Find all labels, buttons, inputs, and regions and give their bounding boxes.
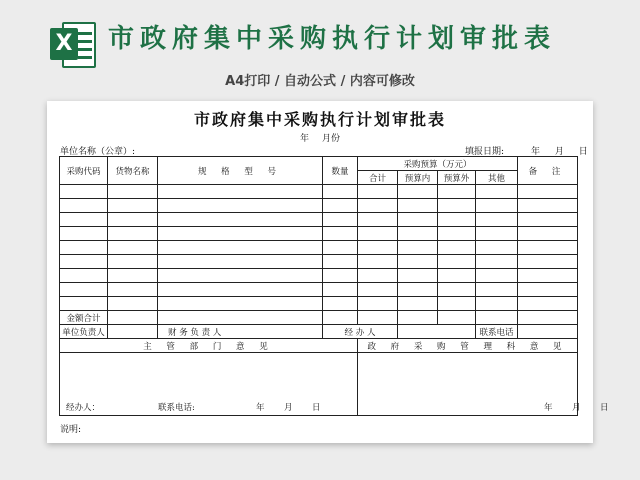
cell-spec[interactable] — [158, 185, 323, 199]
cell-spec[interactable] — [158, 241, 323, 255]
cell-qty[interactable] — [323, 213, 358, 227]
header-total: 合计 — [358, 171, 398, 185]
banner-title: 市政府集中采购执行计划审批表 — [108, 24, 557, 54]
header-name: 货物名称 — [108, 157, 158, 185]
cell-total[interactable] — [358, 185, 398, 199]
cell-in-budget[interactable] — [398, 255, 438, 269]
cell-qty[interactable] — [323, 297, 358, 311]
unit-head-value[interactable] — [108, 325, 158, 339]
fill-date-month: 月 — [554, 147, 564, 157]
cell-code[interactable] — [60, 213, 108, 227]
cell-code[interactable] — [60, 199, 108, 213]
opinion-right-header: 政 府 采 购 管 理 科 意 见 — [358, 339, 578, 353]
handler-label: 经 办 人 — [323, 325, 398, 339]
cell-remark[interactable] — [518, 185, 578, 199]
opinion-left-day: 日 — [312, 403, 321, 413]
cell-in-budget[interactable] — [398, 213, 438, 227]
cell-remark[interactable] — [518, 227, 578, 241]
cell-total[interactable] — [358, 241, 398, 255]
form-period — [47, 131, 593, 144]
cell-qty[interactable] — [323, 241, 358, 255]
cell-other[interactable] — [476, 227, 518, 241]
opinion-phone-label: 联系电话: — [158, 403, 195, 413]
table-row — [60, 241, 578, 255]
table-row — [60, 255, 578, 269]
sign-row — [60, 325, 578, 339]
opinion-left-box[interactable] — [60, 353, 358, 416]
cell-other[interactable] — [476, 213, 518, 227]
cell-name[interactable] — [108, 241, 158, 255]
cell-in-budget[interactable] — [398, 227, 438, 241]
cell-remark[interactable] — [518, 283, 578, 297]
excel-icon — [48, 20, 98, 70]
cell-in-budget[interactable] — [398, 269, 438, 283]
cell-other[interactable] — [476, 255, 518, 269]
form-sheet — [47, 101, 609, 443]
cell-spec[interactable] — [158, 269, 323, 283]
cell-code[interactable] — [60, 269, 108, 283]
opinion-left-year: 年 — [256, 403, 265, 413]
cell-total[interactable] — [358, 311, 398, 325]
table-row — [60, 227, 578, 241]
cell-other[interactable] — [476, 199, 518, 213]
cell-out-budget[interactable] — [438, 297, 476, 311]
approval-table — [59, 156, 609, 416]
cell-remark[interactable] — [518, 241, 578, 255]
cell-qty[interactable] — [323, 255, 358, 269]
cell-remark[interactable] — [518, 213, 578, 227]
cell-spec[interactable] — [158, 283, 323, 297]
note-label: 说明: — [60, 425, 82, 435]
opinion-header-row — [60, 339, 578, 353]
cell-qty[interactable] — [323, 185, 358, 199]
cell-in-budget[interactable] — [398, 185, 438, 199]
cell-spec[interactable] — [158, 213, 323, 227]
cell-spec[interactable] — [158, 199, 323, 213]
cell-out-budget[interactable] — [438, 199, 476, 213]
table-row — [60, 213, 578, 227]
cell-code[interactable] — [60, 255, 108, 269]
cell-name[interactable] — [108, 227, 158, 241]
table-row — [60, 283, 578, 297]
cell-spec[interactable] — [158, 311, 323, 325]
cell-remark[interactable] — [518, 269, 578, 283]
cell-code[interactable] — [60, 185, 108, 199]
table-row — [60, 185, 578, 199]
cell-qty[interactable] — [323, 269, 358, 283]
header-qty: 数量 — [323, 157, 358, 185]
handler-value[interactable] — [398, 325, 476, 339]
cell-name[interactable] — [108, 311, 158, 325]
opinion-left-header: 主 管 部 门 意 见 — [60, 339, 358, 353]
unit-name-label: 单位名称（公章）: — [60, 147, 136, 157]
cell-out-budget[interactable] — [438, 241, 476, 255]
banner-subtitle: A4打印 / 自动公式 / 内容可修改 — [225, 74, 415, 89]
table-row — [60, 297, 578, 311]
phone-label: 联系电话 — [476, 325, 518, 339]
opinion-row — [60, 353, 578, 416]
cell-remark[interactable] — [518, 199, 578, 213]
month-label: 月份 — [321, 134, 340, 144]
header-budget: 采购预算（万元） — [358, 157, 518, 171]
cell-qty[interactable] — [323, 227, 358, 241]
banner — [0, 0, 640, 100]
total-label: 金额合计 — [60, 311, 108, 325]
unit-head-label: 单位负责人 — [60, 325, 108, 339]
form-title: 市政府集中采购执行计划审批表 — [193, 110, 446, 129]
cell-out-budget[interactable] — [438, 255, 476, 269]
cell-out-budget[interactable] — [438, 213, 476, 227]
cell-total[interactable] — [358, 283, 398, 297]
cell-name[interactable] — [108, 185, 158, 199]
cell-other[interactable] — [476, 185, 518, 199]
excel-icon-letter: X — [50, 28, 78, 60]
cell-name[interactable] — [108, 255, 158, 269]
cell-code[interactable] — [60, 283, 108, 297]
cell-total[interactable] — [358, 227, 398, 241]
header-remark: 备 注 — [518, 157, 578, 185]
cell-total[interactable] — [358, 199, 398, 213]
cell-name[interactable] — [108, 199, 158, 213]
header-other: 其他 — [476, 171, 518, 185]
cell-other[interactable] — [476, 241, 518, 255]
cell-total[interactable] — [358, 269, 398, 283]
cell-qty[interactable] — [323, 311, 358, 325]
opinion-handler-label: 经办人： — [66, 403, 101, 413]
year-label: 年 — [300, 134, 310, 144]
cell-out-budget[interactable] — [438, 269, 476, 283]
cell-total[interactable] — [358, 213, 398, 227]
cell-in-budget[interactable] — [398, 199, 438, 213]
cell-total[interactable] — [358, 297, 398, 311]
header-spec: 规 格 型 号 — [158, 157, 323, 185]
cell-name[interactable] — [108, 297, 158, 311]
header-out-budget: 预算外 — [438, 171, 476, 185]
cell-spec[interactable] — [158, 255, 323, 269]
cell-name[interactable] — [108, 213, 158, 227]
cell-other[interactable] — [476, 283, 518, 297]
opinion-right-month: 月 — [572, 403, 581, 413]
opinion-right-year: 年 — [544, 403, 553, 413]
cell-code[interactable] — [60, 227, 108, 241]
phone-value[interactable] — [518, 325, 578, 339]
cell-remark[interactable] — [518, 255, 578, 269]
header-code: 采购代码 — [60, 157, 108, 185]
cell-qty[interactable] — [323, 199, 358, 213]
total-row — [60, 311, 578, 325]
cell-out-budget[interactable] — [438, 185, 476, 199]
cell-qty[interactable] — [323, 283, 358, 297]
cell-in-budget[interactable] — [398, 297, 438, 311]
cell-other[interactable] — [476, 297, 518, 311]
fill-date-year: 年 — [531, 147, 541, 157]
finance-head-label: 财 务 负 责 人 — [158, 325, 323, 339]
cell-name[interactable] — [108, 269, 158, 283]
cell-code[interactable] — [60, 241, 108, 255]
cell-spec[interactable] — [158, 227, 323, 241]
table-row — [60, 199, 578, 213]
cell-out-budget[interactable] — [438, 311, 476, 325]
cell-spec[interactable] — [158, 297, 323, 311]
cell-in-budget[interactable] — [398, 311, 438, 325]
cell-other[interactable] — [476, 269, 518, 283]
fill-date-label: 填报日期: — [465, 147, 505, 157]
cell-other[interactable] — [476, 311, 518, 325]
cell-total[interactable] — [358, 255, 398, 269]
opinion-right-day: 日 — [600, 403, 609, 413]
cell-code[interactable] — [60, 297, 108, 311]
header-in-budget: 预算内 — [398, 171, 438, 185]
table-row — [60, 269, 578, 283]
cell-remark[interactable] — [518, 311, 578, 325]
cell-name[interactable] — [108, 283, 158, 297]
cell-out-budget[interactable] — [438, 227, 476, 241]
cell-remark[interactable] — [518, 297, 578, 311]
opinion-right-box[interactable] — [358, 353, 609, 416]
fill-date-day: 日 — [578, 147, 588, 157]
cell-in-budget[interactable] — [398, 283, 438, 297]
cell-in-budget[interactable] — [398, 241, 438, 255]
cell-out-budget[interactable] — [438, 283, 476, 297]
opinion-left-month: 月 — [284, 403, 293, 413]
